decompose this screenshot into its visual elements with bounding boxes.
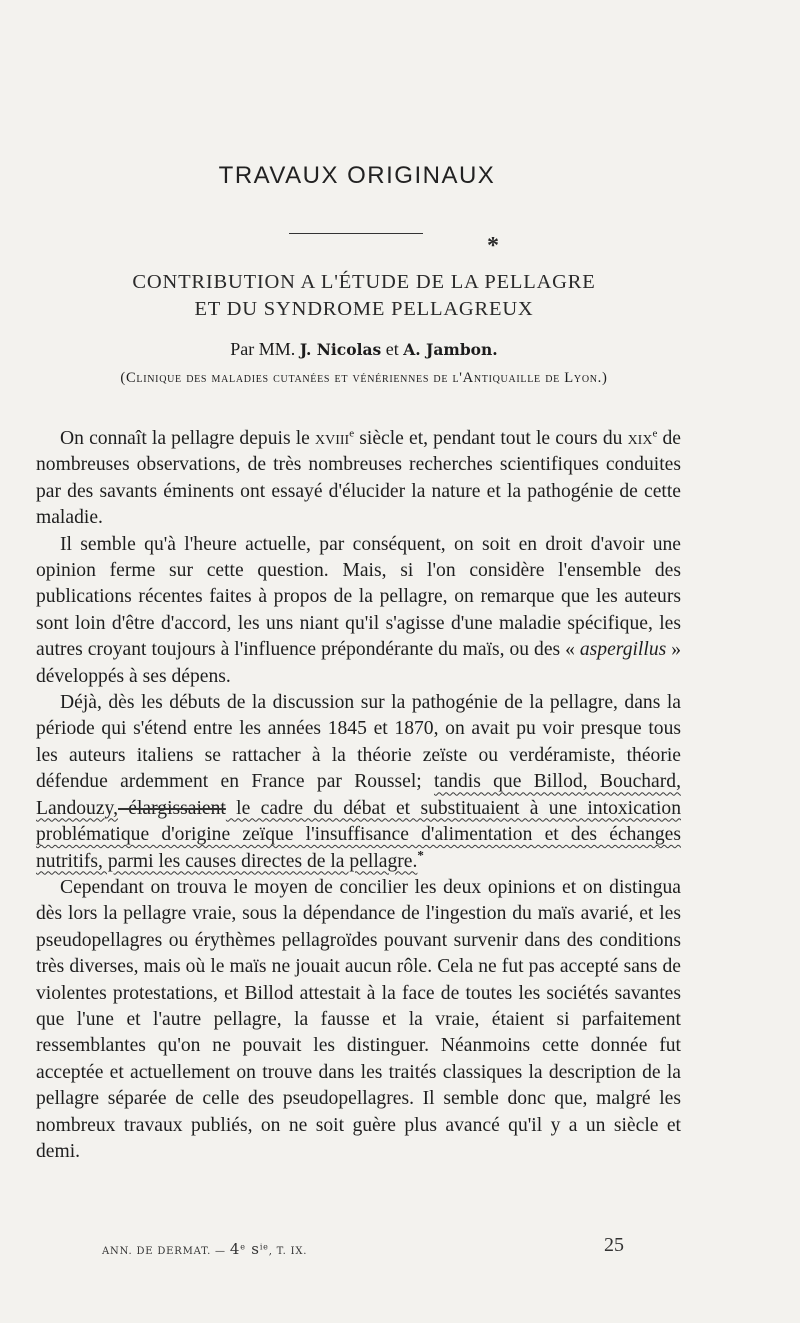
author-nicolas: J. Nicolas: [299, 340, 382, 359]
journal-footer: ANN. DE DERMAT. — 4e $s^{ie}$, T. IX.: [102, 1240, 308, 1258]
article-body: [36, 426, 681, 1165]
handwritten-underline-1: tandis que Billod, Bouchard, Landouzy,: [36, 771, 681, 819]
paragraph-1: On connaît la pellagre depuis le xviii$^e$ siècle et, pendant tout le cours du xix$^e$ de nombreuses observations, de très nombreuses recherches scientifiques conduites par des savants éminents ont essayé d'élucider la nature et la pathogénie de cette maladie.: [36, 427, 681, 529]
handwritten-underline-2: le cadre du débat et substituaient à une intoxication problématique d'origine zeïque l'insuffisance d'alimentation et des échanges nutritifs, parmi les causes directes de la pellagre.: [36, 797, 681, 872]
affiliation: (Clinique des maladies cutanées et vénériennes de l'Antiquaille de Lyon.): [120, 370, 608, 386]
heading-rule: [289, 233, 423, 234]
authors-line: [0, 339, 728, 360]
ornament-asterisk: *: [487, 233, 499, 259]
paragraph-3: Déjà, dès les débuts de la discussion sur la pathogénie de la pellagre, dans la période qui s'étend entre les années 1845 et 1870, on avait pu voir presque tous les auteurs italiens se rattacher à la théorie zeïste ou verdéramiste, théorie défendue ardemment en France par Roussel; tandis que Billod, Bouchard, Landouzy, élargissaient le cadre du débat et substituaient à une intoxication problématique d'origine zeïque l'insuffisance d'alimentation et des échanges nutritifs, parmi les causes directes de la pellagre.*: [36, 692, 681, 872]
paragraph-2: Il semble qu'à l'heure actuelle, par conséquent, on soit en droit d'avoir une opinion ferme sur cette question. Mais, si l'on considère l'ensemble des publications récentes faites à propos de la pellagre, on remarque que les auteurs sont loin d'être d'accord, les uns niant qu'il s'agisse d'une maladie spécifique, les autres croyant toujours à l'influence prépondérante du maïs, ou des « aspergillus » développés à ses dépens.: [36, 533, 681, 687]
authors-prefix: Par MM.: [230, 339, 296, 359]
section-heading: TRAVAUX ORIGINAUX: [218, 162, 496, 189]
page-number: 25: [604, 1234, 624, 1256]
handwritten-strikethrough: élargissaient: [117, 797, 226, 819]
article-title-line1: CONTRIBUTION A L'ÉTUDE DE LA PELLAGRE: [132, 271, 596, 293]
handwritten-mark: *: [417, 846, 424, 862]
author-jambon: A. Jambon.: [403, 340, 498, 359]
italic-term: aspergillus: [579, 639, 667, 661]
article-title-line2: ET DU SYNDROME PELLAGREUX: [194, 298, 534, 320]
authors-join: et: [385, 339, 399, 359]
paragraph-4: Cependant on trouva le moyen de concilier les deux opinions et on distingua dès lors la pellagre vraie, sous la dépendance de l'ingestion du maïs avarié, et les pseudopellagres ou érythèmes pellagroïdes pouvant survenir dans des conditions très diverses, mais où le maïs ne jouait aucun rôle. Cela ne fut pas accepté sans de violentes protestations, et Billod attestait à la face de toutes les sociétés savantes que l'une et l'autre pellagre, la fausse et la vraie, étaient si parfaitement ressemblantes qu'on ne pouvait les distinguer. Néanmoins cette donnée fut acceptée et actuellement on trouve dans les traités classiques la description de la pellagre séparée de celle des pseudopellagres. Il semble donc que, malgré les nombreux travaux publiés, on ne soit guère plus avancé qu'il y a un siècle et demi.: [36, 876, 681, 1162]
